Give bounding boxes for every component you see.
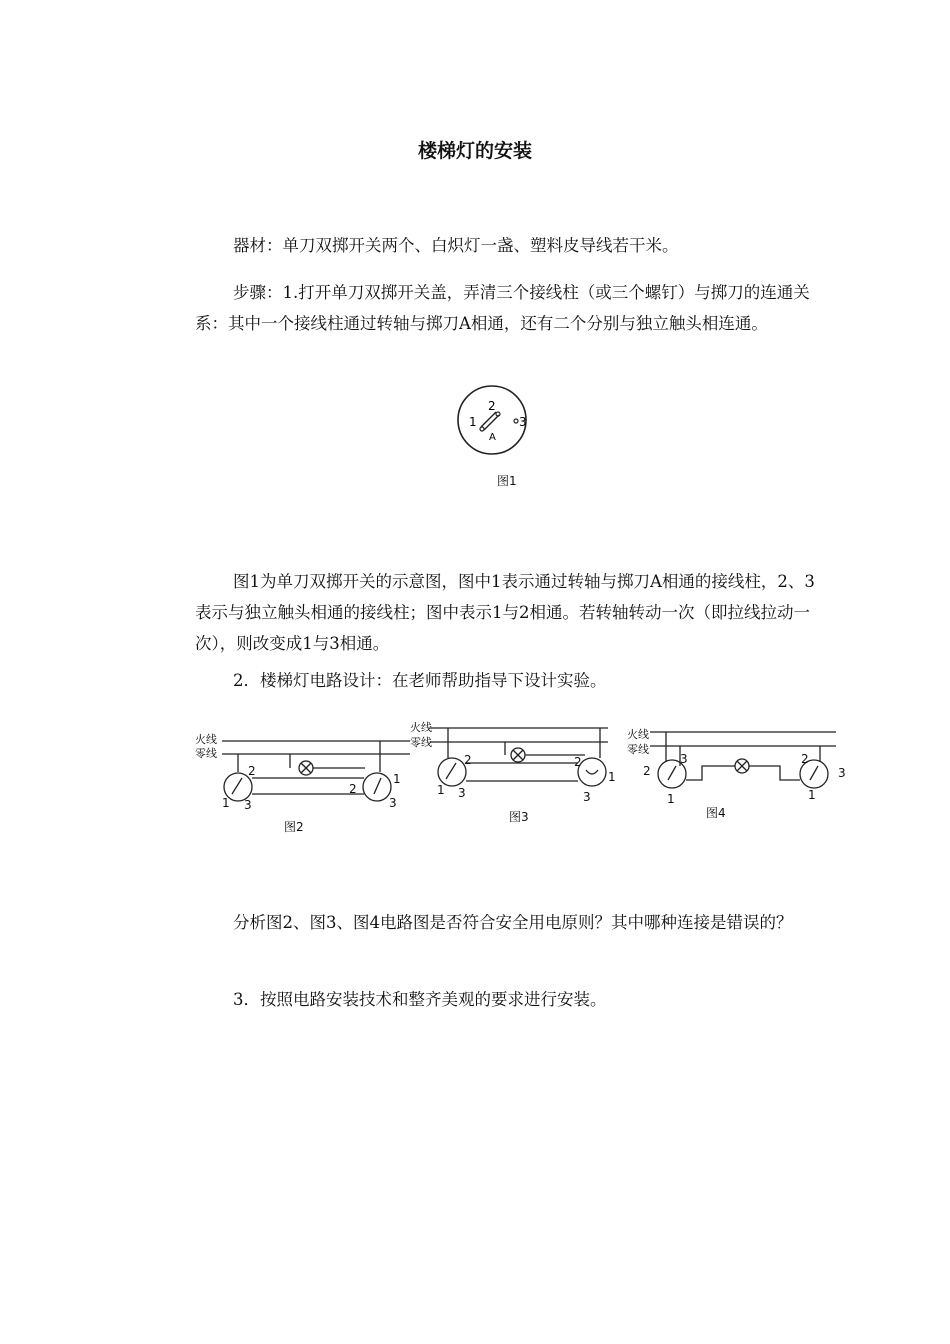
fig2-t1-right: 1 bbox=[393, 772, 401, 786]
fig3-t3-right: 3 bbox=[583, 790, 591, 804]
fig1-label-3: 3 bbox=[519, 415, 527, 429]
step2-paragraph: 2．楼梯灯电路设计：在老师帮助指导下设计实验。 bbox=[233, 671, 607, 690]
materials-paragraph: 器材：单刀双掷开关两个、白炽灯一盏、塑料皮导线若干米。 bbox=[233, 236, 679, 255]
fig3-neutral-wire-label: 零线 bbox=[410, 736, 432, 749]
fig2-neutral-wire-label: 零线 bbox=[195, 747, 217, 760]
fig1-caption: 图1 bbox=[497, 474, 517, 488]
fig4-t1-right: 1 bbox=[808, 788, 816, 802]
fig2-t3-right: 3 bbox=[389, 796, 397, 810]
fig2-t3-left: 3 bbox=[244, 798, 252, 812]
fig4-t2-right: 2 bbox=[801, 752, 809, 766]
fig3-t1-left: 1 bbox=[437, 783, 445, 797]
fig2-t1-left: 1 bbox=[222, 796, 230, 810]
fig4-t3-left: 3 bbox=[680, 752, 688, 766]
figure-1-switch-diagram bbox=[440, 380, 550, 490]
fig3-live-wire-label: 火线 bbox=[410, 721, 432, 734]
fig4-caption: 图4 bbox=[706, 806, 726, 820]
fig1-label-A: A bbox=[489, 432, 496, 443]
fig4-t1-left: 1 bbox=[667, 792, 675, 806]
analysis-paragraph: 分析图2、图3、图4电路图是否符合安全用电原则？其中哪种连接是错误的？ bbox=[233, 913, 793, 932]
fig3-t2-left: 2 bbox=[464, 753, 472, 767]
fig4-t3-right: 3 bbox=[838, 766, 846, 780]
fig4-live-wire-label: 火线 bbox=[627, 728, 649, 741]
explanation-paragraph: 图1为单刀双掷开关的示意图，图中1表示通过转轴与掷刀A相通的接线柱，2、3表示与独立触头相通的接线柱；图中表示1与2相通。若转轴转动一次（即拉线拉动一次），则改变成1与3相通。 bbox=[195, 572, 815, 653]
fig1-label-1: 1 bbox=[469, 415, 477, 429]
fig3-t1-right: 1 bbox=[608, 770, 616, 784]
page-title: 楼梯灯的安装 bbox=[417, 140, 532, 162]
fig4-t2-left: 2 bbox=[643, 764, 651, 778]
fig1-label-2: 2 bbox=[488, 399, 496, 413]
fig3-t3-left: 3 bbox=[458, 786, 466, 800]
fig2-t2-right: 2 bbox=[349, 782, 357, 796]
fig2-t2-left: 2 bbox=[248, 764, 256, 778]
fig3-t2-right: 2 bbox=[574, 755, 582, 769]
step3-paragraph: 3．按照电路安装技术和整齐美观的要求进行安装。 bbox=[233, 990, 607, 1009]
fig4-neutral-wire-label: 零线 bbox=[627, 743, 649, 756]
fig2-caption: 图2 bbox=[284, 820, 304, 834]
step1-paragraph: 步骤：1.打开单刀双掷开关盖，弄清三个接线柱（或三个螺钉）与掷刀的连通关系：其中一个接线柱通过转轴与掷刀A相通，还有二个分别与独立触头相连通。 bbox=[195, 283, 810, 333]
fig3-caption: 图3 bbox=[509, 810, 529, 824]
fig2-live-wire-label: 火线 bbox=[195, 733, 217, 746]
